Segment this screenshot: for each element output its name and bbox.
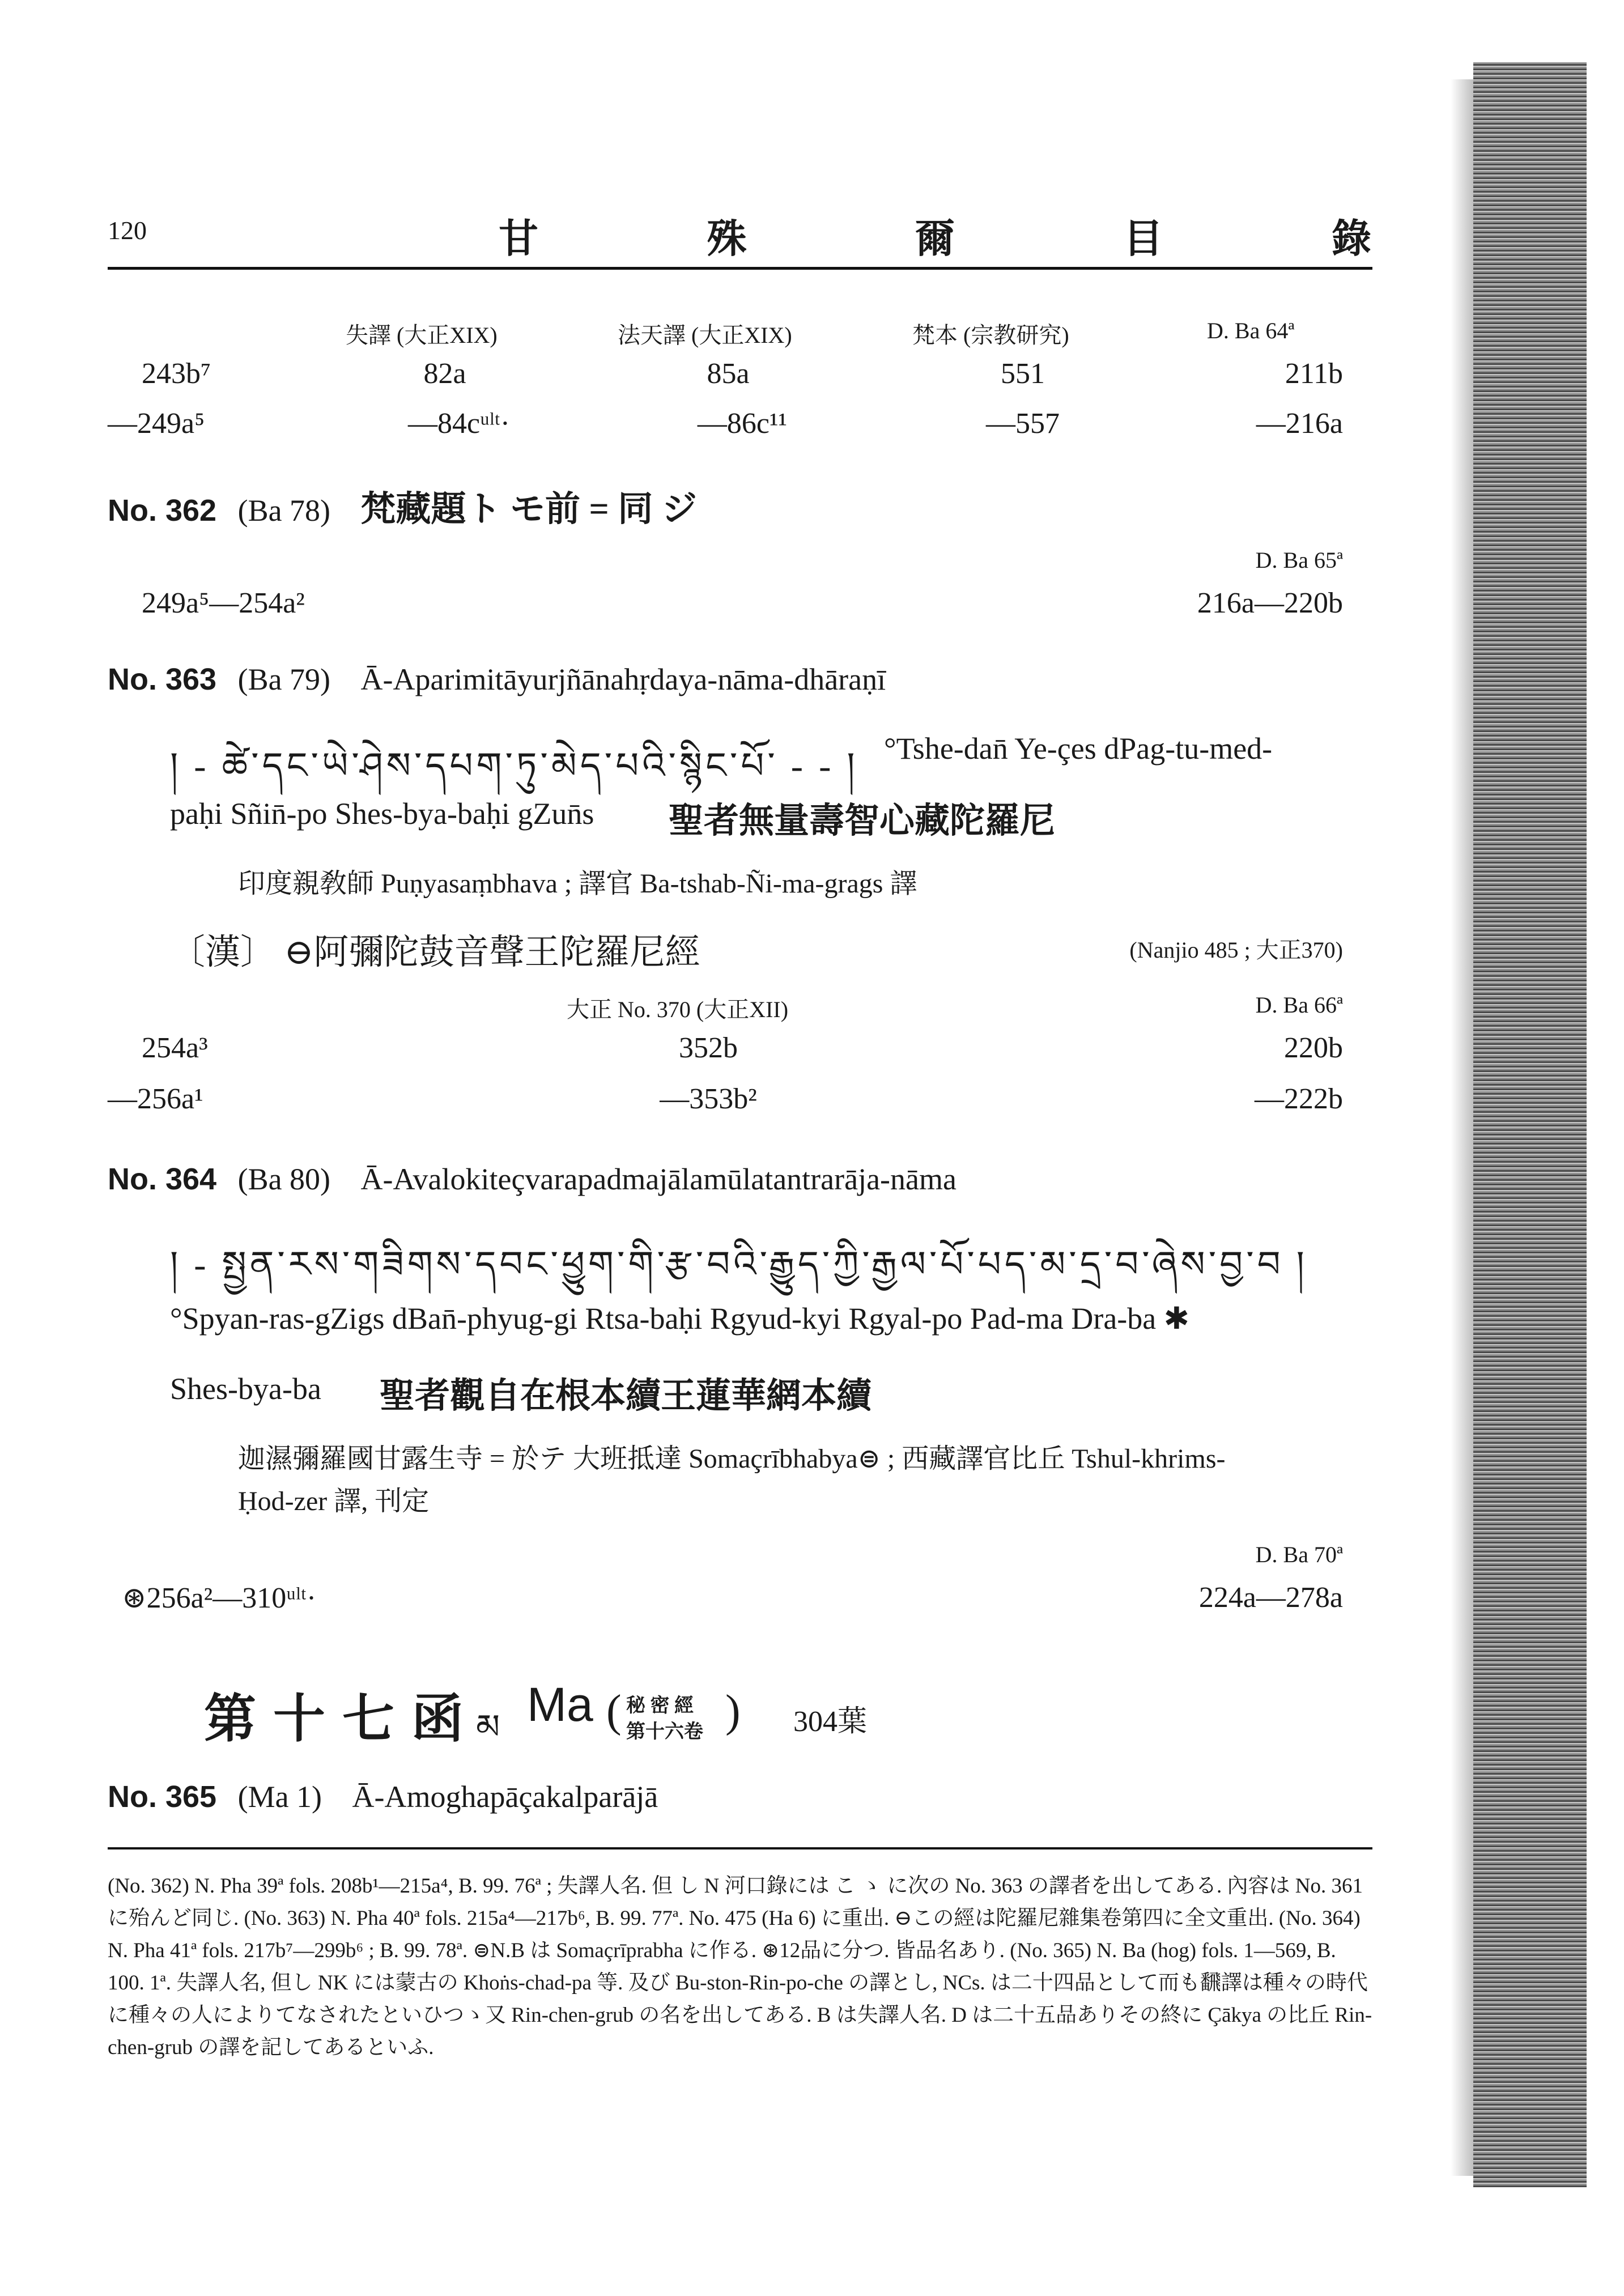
col-head-3: 梵本 (宗教研究) [912,322,1069,348]
entry-364-ref: (Ba 80) [237,1162,331,1196]
entry-363-ref: (Ba 79) [237,662,331,696]
page-title: 甘 殊 爾 目 錄 [499,218,1451,261]
entry-365-title: Ā-Amoghapāçakalparājā [352,1780,658,1814]
page-edge-shadow [1473,62,1587,2187]
entry-364-right: 224a—278a [1198,1581,1343,1614]
chapter-sub-top: 秘 密 經 [626,1695,694,1716]
entry-363-col-right: D. Ba 66ª [1255,992,1343,1018]
entry-363-r2-c1: —256a¹ [108,1083,203,1115]
entry-365-heading [108,1779,658,1814]
entry-362-heading [108,481,697,531]
entry-363-no: No. 363 [108,662,217,696]
entry-363-nanjio: (Nanjio 485 ; 大正370) [1129,937,1343,963]
entry-363-col-mid: 大正 No. 370 (大正XII) [567,997,789,1022]
entry-362-left: 249a⁵—254a² [142,587,305,619]
t1-r2-c4: —557 [986,407,1060,440]
t1-r2-c1: —249a⁵ [108,407,205,440]
entry-363-translator: 印度親敎師 Puṇyasaṃbhava ; 譯官 Ba-tshab-Ñi-ma-grags 譯 [238,869,917,899]
entry-363-r1-c2: 352b [679,1032,738,1064]
entry-364-tibetan: ། - སྤྱན་རས་གཟིགས་དབང་ཕྱུག་གི་རྩ་བའི་རྒྱུད་ཀྱི་རྒྱལ་པོ་པད་མ་དྲ་བ་ཞེས་བྱ་བ ། [170,1244,1308,1285]
entry-364-d-head: D. Ba 70ª [1255,1542,1343,1567]
t1-r2-c3: —86c¹¹ [697,407,788,440]
entry-364-romanization-2: Shes-bya-ba [170,1372,321,1406]
page-edge-gradient [1451,79,1473,2176]
entry-363-chinese: 〔漢〕 ⊖阿彌陀鼓音聲王陀羅尼經 [170,933,700,972]
entry-362-right: 216a—220b [1197,587,1343,619]
footnotes: (No. 362) N. Pha 39ª fols. 208b¹—215a⁴, B. 99. 76ª ; 失譯人名. 但 し N 河口錄には こ ゝ に次の No. 363 の譯者を出してある. 內容は No. 361 に殆んど同じ. (No. 363) N. Pha 40ª fols. 215a⁴—217b⁶, B. 99. 77ª. No. 475 (Ha 6) に重出. ⊖この經は陀羅尼雜集卷第四に全文重出. (No. 364) N. Pha 41ª fols. 217b⁷—299b⁶ ; B. 99. 78ª. ⊜N.B は Somaçrīprabha に作る. ⊛12品に分つ. 皆品名あり. (No. 365) N. Ba (hog) fols. 1—569, B. 100. 1ª. 失譯人名, 但し NK には蒙古の Khoṅs-chad-pa 等. 及び Bu-ston-Rin-po-che の譯とし, NCs. は二十四品として而も飜譯は種々の時代に種々の人によりてなされたといひつゝ又 Rin-chen-grub の名を出してある. B は失譯人名. D は二十五品ありその終に Çākya の比丘 Rin-chen-grub の譯を記してあるといふ. [108,1874,1372,2059]
entry-363-heading [108,662,886,697]
entry-364-title: Ā-Avalokiteçvarapadmajālamūlatantrarāja-nāma [360,1162,956,1196]
entry-364-translator-2: Ḥod-zer 譯, 刊定 [238,1486,430,1516]
col-head-2: 法天譯 (大正XIX) [618,322,792,348]
entry-365-ref: (Ma 1) [237,1780,322,1814]
entry-363-r1-c3: 220b [1284,1032,1343,1064]
col-head-4: D. Ba 64ª [1207,318,1295,343]
chapter-sub-bottom: 第十六卷 [626,1721,703,1742]
entry-365-no: No. 365 [108,1780,217,1814]
page-number: 120 [108,216,147,245]
t1-r1-c5: 211b [1285,358,1343,390]
chapter-ma: Ma [527,1678,593,1731]
entry-364-romanization-1: °Spyan-ras-gZigs dBan̄-phyug-gi Rtsa-baḥi Rgyud-kyi Rgyal-po Pad-ma Dra-ba ✱ [170,1302,1190,1336]
footnote-rule [108,1847,1372,1849]
entry-362-title: 梵藏題ト モ前 = 同 ジ [360,490,697,529]
chapter-paren-open: ( [606,1686,622,1736]
t1-r2-c5: —216a [1256,407,1343,440]
entry-363-romanization-1: °Tshe-dan̄ Ye-çes dPag-tu-med- [884,732,1273,766]
entry-362-d-head: D. Ba 65ª [1255,547,1343,573]
t1-r1-c2: 82a [423,358,466,390]
chapter-paren-close: ) [725,1686,741,1736]
t1-r2-c2: —84cᵘˡᵗ· [407,407,511,440]
entry-364-kanji: 聖者觀自在根本續王蓮華網本續 [380,1377,872,1415]
header-rule [108,267,1372,270]
t1-r1-c3: 85a [707,358,750,390]
col-head-1: 失譯 (大正XIX) [346,322,498,348]
entry-364-heading [108,1162,956,1197]
entry-363-romanization-2: paḥi Sñin̄-po Shes-bya-baḥi gZun̄s [170,797,594,831]
entry-363-r2-c2: —353b² [660,1083,757,1115]
entry-363-tibetan: ། - ཚེ་དང་ཡེ་ཤེས་དཔག་ཏུ་མེད་པའི་སྙིང་པོ་ - - ། [170,746,858,786]
entry-362-ref: (Ba 78) [237,494,331,528]
entry-364-left: ⊛256a²—310ᵘˡᵗ· [122,1582,317,1614]
chapter-heading [204,1677,481,1752]
entry-362-no: No. 362 [108,494,217,528]
chapter-label: 第十七函 [204,1690,481,1748]
entry-363-r2-c3: —222b [1255,1083,1343,1115]
entry-364-no: No. 364 [108,1162,217,1196]
entry-363-r1-c1: 254a³ [142,1032,208,1064]
entry-363-title: Ā-Aparimitāyurjñānahṛdaya-nāma-dhāraṇī [360,662,886,696]
entry-363-kanji: 聖者無量壽智心藏陀羅尼 [669,802,1056,840]
t1-r1-c1: 243b⁷ [142,358,211,390]
chapter-leaves: 304葉 [793,1706,868,1738]
t1-r1-c4: 551 [1001,358,1045,390]
entry-364-translator-1: 迦濕彌羅國甘露生寺 = 於テ 大班抵達 Somaçrībhabya⊜ ; 西藏譯官比丘 Tshul-khrims- [238,1444,1226,1474]
chapter-tibetan-letter: མ [476,1708,504,1746]
